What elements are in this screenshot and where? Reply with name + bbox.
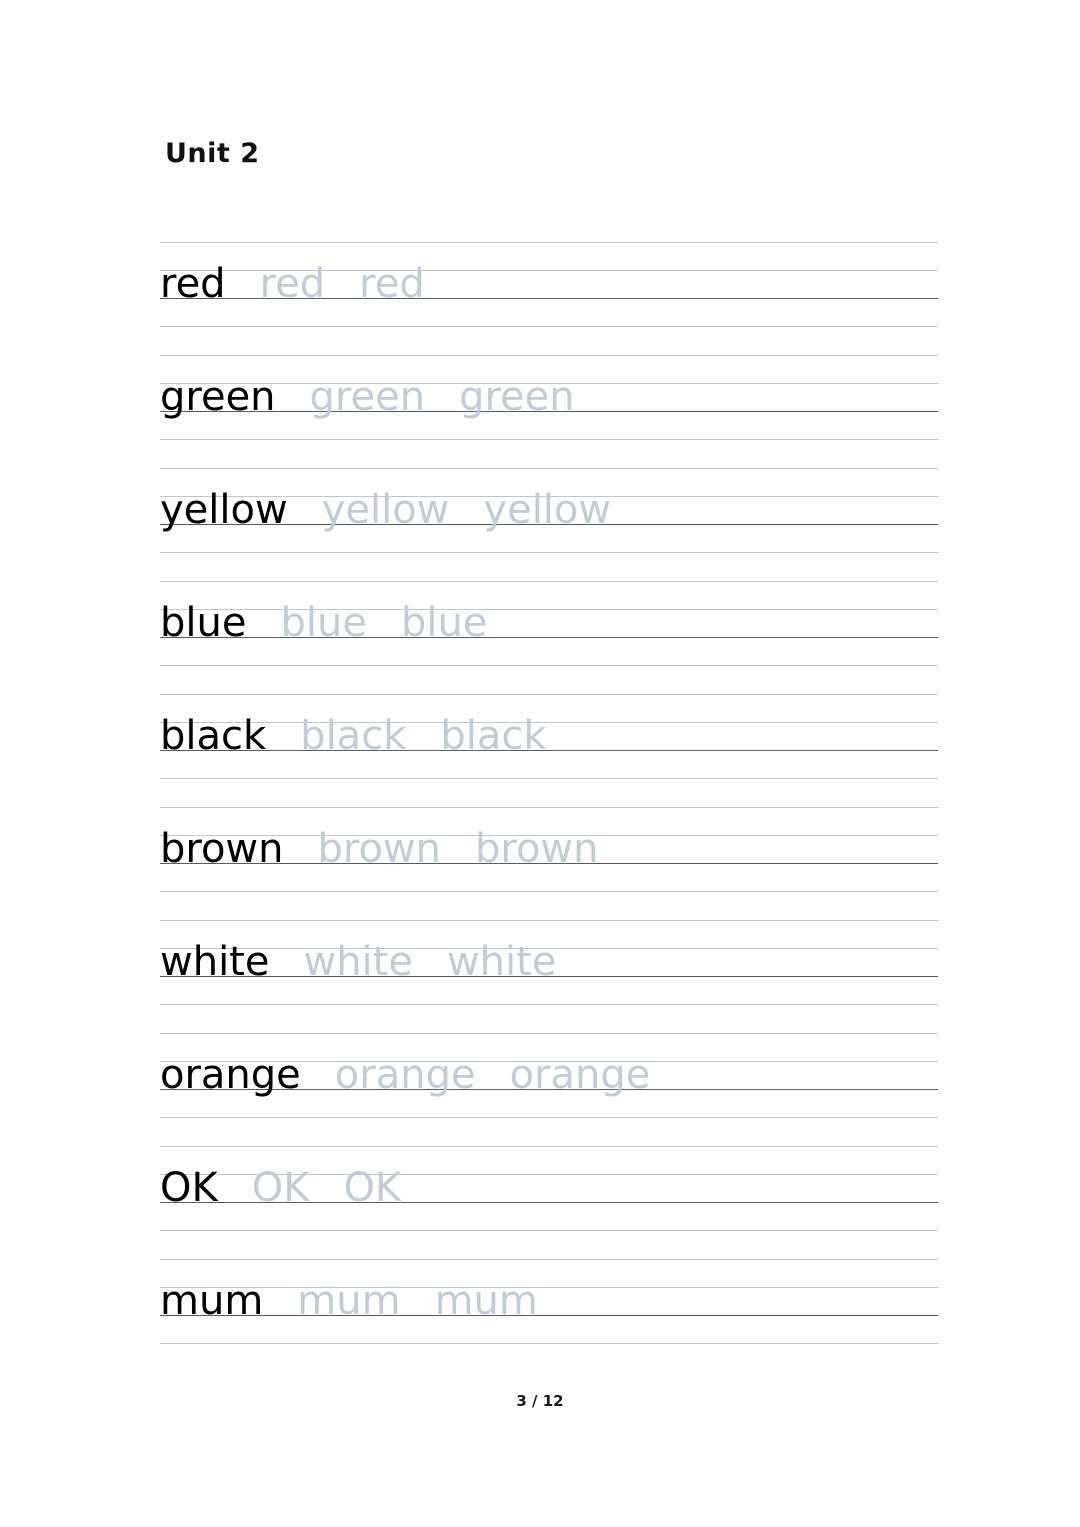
guide-line-bottom	[160, 778, 938, 779]
model-word: mum	[160, 1278, 264, 1324]
trace-word: OK	[251, 1165, 310, 1211]
trace-word: red	[259, 261, 326, 307]
guide-line-bottom	[160, 1117, 938, 1118]
handwriting-row	[0, 567, 1080, 680]
guide-line-bottom	[160, 1343, 938, 1344]
handwriting-row	[0, 1132, 1080, 1245]
model-word: red	[160, 261, 226, 307]
guide-line-bottom	[160, 326, 938, 327]
trace-word: white	[446, 939, 557, 985]
trace-word: yellow	[483, 487, 612, 533]
row-words	[160, 355, 950, 439]
trace-word: mum	[297, 1278, 401, 1324]
trace-word: white	[303, 939, 413, 985]
trace-word: blue	[400, 600, 488, 646]
trace-word: yellow	[321, 487, 450, 533]
handwriting-row	[0, 680, 1080, 793]
trace-word: orange	[334, 1052, 476, 1098]
trace-word: green	[459, 374, 575, 420]
trace-word: orange	[509, 1052, 651, 1098]
row-words	[160, 1146, 950, 1230]
row-words	[160, 242, 950, 326]
trace-word: black	[300, 713, 407, 759]
handwriting-row	[0, 341, 1080, 454]
row-words	[160, 1259, 950, 1343]
handwriting-row	[0, 1245, 1080, 1358]
handwriting-row	[0, 906, 1080, 1019]
model-word: green	[160, 374, 276, 420]
trace-word: brown	[317, 826, 441, 872]
model-word: orange	[160, 1052, 301, 1098]
trace-word: green	[309, 374, 426, 420]
handwriting-row	[0, 1019, 1080, 1132]
guide-line-bottom	[160, 552, 938, 553]
model-word: OK	[160, 1165, 218, 1211]
page-number: 3 / 12	[516, 1392, 564, 1410]
guide-line-bottom	[160, 891, 938, 892]
guide-line-bottom	[160, 1230, 938, 1231]
trace-word: OK	[343, 1165, 402, 1211]
row-words	[160, 1033, 950, 1117]
guide-line-bottom	[160, 665, 938, 666]
trace-word: blue	[280, 600, 367, 646]
row-words	[160, 920, 950, 1004]
handwriting-row	[0, 228, 1080, 341]
row-words	[160, 807, 950, 891]
row-words	[160, 581, 950, 665]
handwriting-rows	[0, 228, 1080, 1358]
row-words	[160, 468, 950, 552]
trace-word: brown	[475, 826, 599, 872]
trace-word: mum	[434, 1278, 538, 1324]
guide-line-bottom	[160, 439, 938, 440]
trace-word: black	[440, 713, 547, 759]
handwriting-row	[0, 793, 1080, 906]
row-words	[160, 694, 950, 778]
trace-word: red	[359, 261, 425, 307]
page-title: Unit 2	[165, 138, 260, 169]
model-word: blue	[160, 600, 247, 646]
model-word: brown	[160, 826, 284, 872]
handwriting-row	[0, 454, 1080, 567]
model-word: white	[160, 939, 270, 985]
model-word: yellow	[160, 487, 288, 533]
guide-line-bottom	[160, 1004, 938, 1005]
model-word: black	[160, 713, 267, 759]
